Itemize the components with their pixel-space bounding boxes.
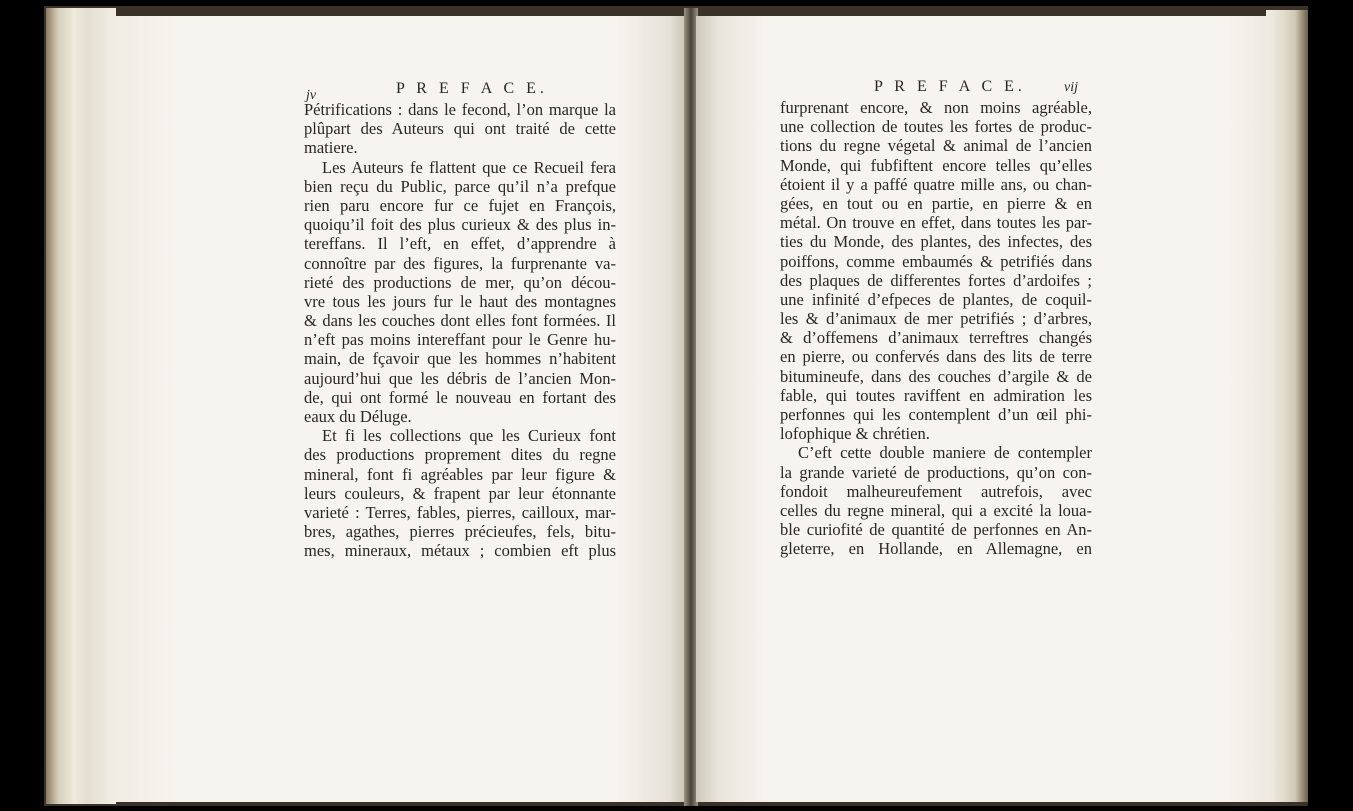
text-line: gées, en tout ou en partie, en pierre & en <box>780 193 1092 213</box>
text-line: les & d’animaux de mer petrifiés ; d’arbres, <box>780 309 1092 329</box>
text-line: celles du regne mineral, qui a excité la loua- <box>780 500 1092 520</box>
left-page-text <box>304 100 616 561</box>
text-line: poiffons, comme embaumés & petrifiés dans <box>780 251 1092 271</box>
text-line: plûpart des Auteurs qui ont traité de cette <box>304 119 616 139</box>
text-line: quoiqu’il foit des plus curieux & des plus in- <box>304 215 616 235</box>
text-line: matiere. <box>304 138 358 158</box>
text-line: ble curiofité de quantité de perfonnes en An- <box>780 520 1092 540</box>
text-line: n’eft pas moins intereffant pour le Genre hu- <box>304 330 616 350</box>
text-line: des plaques de differentes fortes d’ardoifes ; <box>780 270 1092 290</box>
text-line: mineral, font fi agréables par leur figure & <box>304 464 616 484</box>
right-page-folio: vij <box>1064 80 1078 95</box>
text-line: une collection de toutes les fortes de produc- <box>780 117 1092 137</box>
text-line: étoient il y a paffé quatre mille ans, ou chan- <box>780 174 1092 194</box>
text-line: & d’offemens d’animaux terreftres changés <box>780 328 1092 348</box>
text-line: lofophique & chrétien. <box>780 424 930 444</box>
text-line: tions du regne végetal & animal de l’ancien <box>780 136 1092 156</box>
text-line: C’eft cette double maniere de contempler <box>798 443 1092 463</box>
text-line: rieté des productions de mer, qu’on décou- <box>304 272 616 292</box>
left-page-folio: jv <box>306 88 317 103</box>
text-line: Pétrifications : dans le fecond, l’on marque la <box>304 100 616 119</box>
text-line: de, qui ont formé le nouveau en fortant des <box>304 387 616 407</box>
text-line: gleterre, en Hollande, en Allemagne, en <box>780 539 1092 559</box>
text-line: aujourd’hui que les débris de l’ancien Mon- <box>304 368 616 388</box>
left-page <box>108 16 686 802</box>
text-line: Et fi les collections que les Curieux font <box>322 426 616 446</box>
text-line: une infinité d’efpeces de plantes, de coquil- <box>780 289 1092 309</box>
text-line: bitumineufe, dans des couches d’argile & de <box>780 366 1092 386</box>
text-line: Monde, qui fubfiftent encore telles qu’elles <box>780 155 1092 175</box>
text-line: Les Auteurs fe flattent que ce Recueil fera <box>322 157 616 177</box>
right-page-text <box>780 98 1092 559</box>
text-line: mes, mineraux, métaux ; combien eft plus <box>304 541 616 561</box>
text-line: furprenant encore, & non moins agréable, <box>780 98 1092 117</box>
text-line: en pierre, ou confervés dans des lits de terre <box>780 347 1092 367</box>
text-line: fondoit malheureufement autrefois, avec <box>780 481 1092 501</box>
text-line: & dans les couches dont elles font formées. Il <box>304 311 616 331</box>
text-line: tereffans. Il l’eft, en effet, d’apprendre à <box>304 234 616 254</box>
text-line: rien paru encore fur ce fujet en François, <box>304 195 616 215</box>
text-line: bres, agathes, pierres précieufes, fels, bitu- <box>304 522 616 542</box>
right-page <box>696 16 1274 802</box>
text-line: bien reçu du Public, parce qu’il n’a prefque <box>304 176 616 196</box>
text-line: perfonnes qui les contemplent d’un œil phi- <box>780 405 1092 424</box>
left-page-edges <box>46 8 116 804</box>
text-line: la grande varieté de productions, qu’on con- <box>780 462 1092 482</box>
text-line: des productions proprement dites du regne <box>304 445 616 465</box>
text-line: connoître par des figures, la furprenante va- <box>304 253 616 273</box>
text-line: leurs couleurs, & frapent par leur étonnante <box>304 483 616 503</box>
text-line: métal. On trouve en effet, dans toutes les par- <box>780 213 1092 233</box>
right-page-running-head: P R E F A C E. <box>874 78 1026 95</box>
left-page-running-head: P R E F A C E. <box>396 80 548 97</box>
text-line: vre tous les jours fur le haut des montagnes <box>304 291 616 311</box>
text-line: ties du Monde, des plantes, des infectes, des <box>780 232 1092 252</box>
text-line: main, de fçavoir que les hommes n’habitent <box>304 349 616 369</box>
text-line: fable, qui toutes raviffent en admiration les <box>780 385 1092 405</box>
text-line: varieté : Terres, fables, pierres, cailloux, mar- <box>304 502 616 522</box>
text-line: eaux du Déluge. <box>304 407 412 426</box>
